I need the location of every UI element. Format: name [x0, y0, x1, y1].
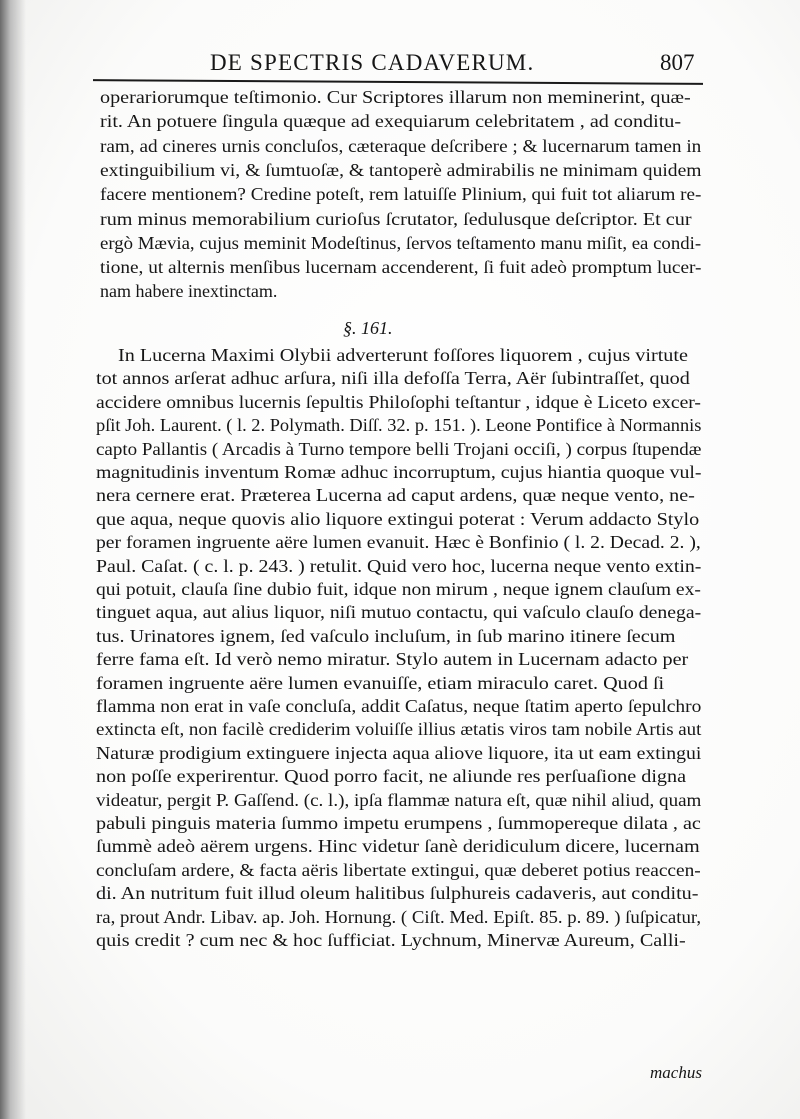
text-line: nam habere inextinctam.	[100, 281, 278, 302]
text-line: magnitudinis inventum Romæ adhuc incorruptum, cujus hiantia quoque vul-	[96, 462, 702, 482]
text-line: tione, ut alternis menſibus lucernam accenderent, ſi fuit adeò promptum lucer-	[100, 257, 702, 278]
text-line: capto Pallantis ( Arcadis à Turno tempore belli Trojani occiſi, ) corpus ſtupendæ	[96, 438, 702, 459]
page-number: 807	[660, 50, 695, 75]
text-line: foramen ingruente aëre lumen evanuiſſe, etiam miraculo caret. Quod ſi	[96, 672, 665, 693]
text-line: flamma non erat in vaſe concluſa, addit Caſatus, neque ſtatim aperto ſepulchro	[96, 696, 702, 716]
text-line: rit. An potuere ſingula quæque ad exequiarum celebritatem , ad conditu-	[100, 111, 682, 132]
text-line: operariorumque teſtimonio. Cur Scriptores illarum non meminerint, quæ-	[100, 87, 691, 107]
text-line: extincta eſt, non facilè crediderim voluiſſe illius ætatis viros tam nobile Artis aut	[96, 719, 702, 740]
text-line: que aqua, neque quovis alio liquore extingui poterat : Verum addacto Stylo	[96, 508, 700, 529]
text-line: ra, prout Andr. Libav. ap. Joh. Hornung. ( Ciſt. Med. Epiſt. 85. p. 89. ) ſuſpicatur,	[96, 906, 702, 927]
text-line: ram, ad cineres urnis concluſos, cæteraque deſcribere ; & lucernarum tamen in	[100, 135, 702, 156]
text-line: ergò Mævia, cujus meminit Modeſtinus, ſervos teſtamento manu miſit, ea condi-	[100, 232, 702, 253]
text-line: accidere omnibus lucernis ſepultis Philoſophi teſtantur , idque è Liceto excer-	[96, 391, 701, 412]
text-line: ferre fama eſt. Id verò nemo miratur. Stylo autem in Lucernam adacto per	[96, 649, 689, 670]
text-line: videatur, pergit P. Gaſſend. (c. l.), ipſa flammæ natura eſt, quæ nihil aliud, quam	[96, 789, 702, 810]
text-line: non poſſe experirentur. Quod porro facit, ne aliunde res perſuaſione digna	[96, 766, 687, 787]
text-line: In Lucerna Maximi Olybii adverterunt foſſores liquorem , cujus virtute	[118, 345, 688, 365]
text-line: tinguet aqua, aut alius liquor, niſi mutuo contactu, qui vaſculo clauſo denega-	[96, 602, 702, 623]
text-line: pabuli pinguis materia ſummo impetu erumpens , ſummopereque dilata , ac	[96, 813, 701, 833]
text-line: qui potuit, clauſa ſine dubio fuit, idque non mirum , neque ignem clauſum ex-	[96, 579, 701, 599]
text-line: ſummè adeò aërem urgens. Hinc videtur ſanè deridiculum dicere, lucernam	[96, 836, 700, 857]
text-line: per foramen ingruente aëre lumen evanuit. Hæc è Bonfinio ( l. 2. Decad. 2. ),	[96, 532, 701, 553]
text-line: Naturæ prodigium extinguere injecta aqua aliove liquore, ita ut eam extingui	[96, 742, 702, 763]
text-line: extinguibilium vi, & ſumtuoſæ, & tantoperè admirabilis ne minimam quidem	[100, 159, 702, 180]
text-line: di. An nutritum fuit illud oleum halitibus ſulphureis cadaveris, aut conditu-	[96, 883, 699, 904]
catchword: machus	[650, 1063, 702, 1082]
text-line: Paul. Caſat. ( c. l. p. 243. ) retulit. Quid vero hoc, lucerna neque vento extin-	[96, 555, 702, 576]
text-line: rum minus memorabilium curioſus ſcrutator, ſedulusque deſcriptor. Et cur	[100, 208, 692, 229]
text-line: tus. Urinatores ignem, ſed vaſculo incluſum, in ſub marino itinere ſecum	[96, 625, 676, 646]
text-line: concluſam ardere, & facta aëris libertate extingui, quæ deberet potius reaccen-	[96, 859, 701, 880]
text-line: nera cernere erat. Præterea Lucerna ad caput ardens, quæ neque vento, ne-	[96, 485, 695, 506]
text-line: facere mentionem? Credine poteſt, rem latuiſſe Plinium, qui fuit tot aliarum re-	[100, 184, 702, 205]
section-number: §. 161.	[343, 318, 393, 338]
text-line: tot annos arſerat adhuc arſura, niſi illa defoſſa Terra, Aër ſubintraſſet, quod	[96, 368, 690, 389]
running-title: DE SPECTRIS CADAVERUM.	[210, 50, 535, 75]
text-line: pſit Joh. Laurent. ( l. 2. Polymath. Diſſ. 32. p. 151. ). Leone Pontifice à Normannis	[96, 415, 702, 436]
text-line: quis credit ? cum nec & hoc ſufficiat. Lychnum, Minervæ Aureum, Calli-	[96, 930, 686, 950]
